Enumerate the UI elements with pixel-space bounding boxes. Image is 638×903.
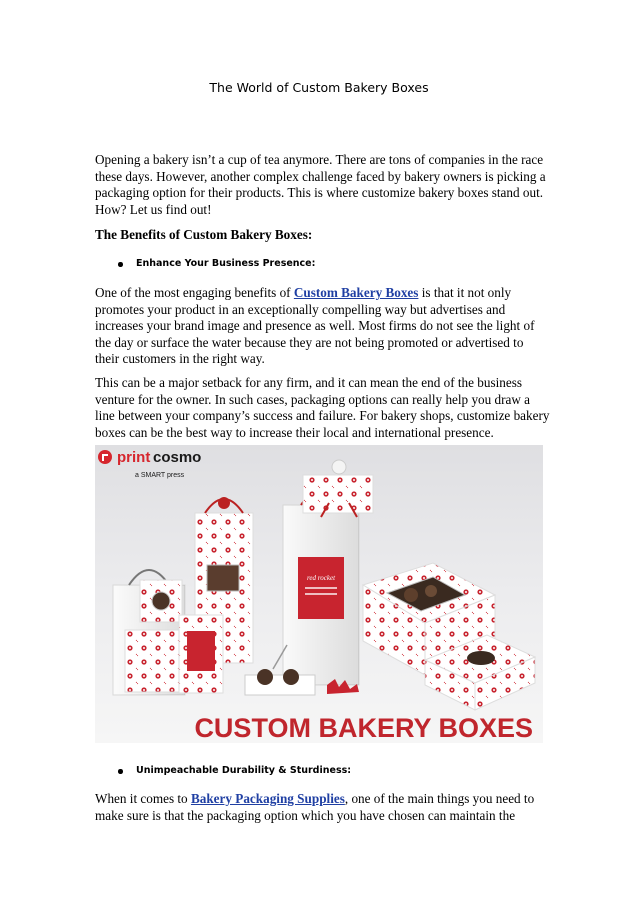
bullet-icon: [118, 769, 123, 774]
box-label-text: red rocket: [306, 574, 336, 582]
image-caption: CUSTOM BAKERY BOXES: [194, 713, 533, 743]
printcosmo-logo: [98, 449, 201, 479]
logo-print-text: print: [117, 449, 151, 466]
custom-bakery-boxes-link[interactable]: Custom Bakery Boxes: [293, 285, 419, 300]
bullet-icon: [118, 262, 123, 267]
paragraph-text: When it comes to: [95, 791, 191, 806]
paragraph-durability: [95, 791, 550, 824]
bakery-boxes-illustration: [95, 445, 543, 743]
bullet-label: Enhance Your Business Presence:: [136, 258, 316, 269]
paragraph-text: One of the most engaging benefits of: [95, 285, 294, 300]
benefits-heading: The Benefits of Custom Bakery Boxes:: [95, 227, 313, 242]
document-title: The World of Custom Bakery Boxes: [209, 80, 429, 95]
bakery-packaging-supplies-link[interactable]: Bakery Packaging Supplies: [190, 791, 345, 806]
white-bag-center: [283, 490, 359, 685]
paragraph-text: is that it not only promotes your product in an exceptionally compelling way but advertises and increases your brand image and presence as well. Most firms do not see the light of the day or surface the water because they are not being promoted or advertised to their customers in the right way.: [95, 285, 535, 366]
paragraph-presence: [95, 285, 550, 368]
gift-box-tall: [303, 460, 373, 517]
paragraph-setback: This can be a major setback for any firm, and it can mean the end of the business venture for the owner. In such cases, packaging options can really help you draw a line between your company’s success and failure. For bakery shops, customize bakery boxes can be the best way to increase their local and international presence.: [95, 375, 550, 440]
intro-paragraph: Opening a bakery isn’t a cup of tea anymore. There are tons of companies in the race these days. However, another complex challenge faced by bakery owners is picking a packaging option for their products. This is where customize bakery boxes stand out. How? Let us find out!: [95, 152, 546, 217]
paragraph-text: , one of the main things you need to make sure is that the packaging option which you have chosen can maintain the: [95, 791, 535, 823]
logo-cosmo-text: cosmo: [153, 449, 202, 466]
product-photo: [95, 445, 543, 743]
logo-tagline: a SMART press: [135, 472, 185, 479]
bullet-label: Unimpeachable Durability & Sturdiness:: [136, 765, 352, 776]
cupcake-box-small: [140, 580, 182, 622]
